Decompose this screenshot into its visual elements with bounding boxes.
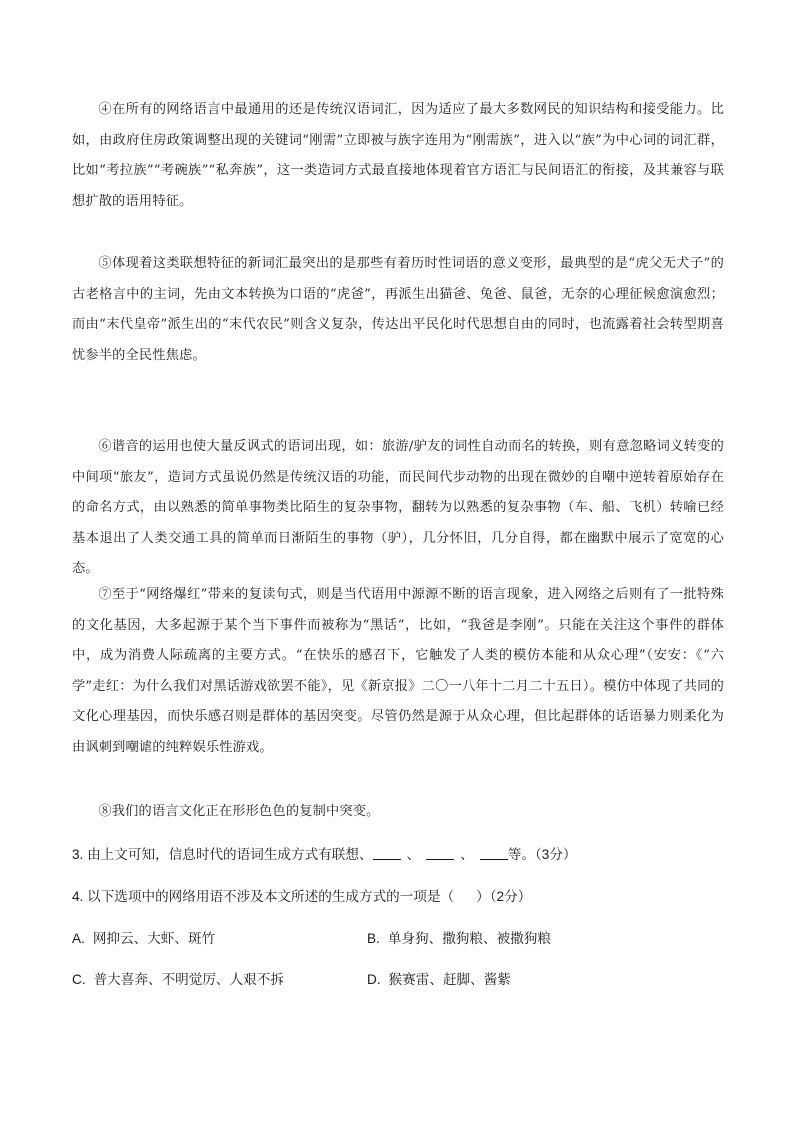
answer-blank-2[interactable]	[426, 845, 454, 860]
paragraph-8: ⑧我们的语言文化正在形形色色的复制中突变。	[98, 804, 380, 819]
answer-blank-1[interactable]	[373, 845, 401, 860]
option-letter: A.	[72, 931, 85, 946]
option-letter: D.	[367, 972, 381, 987]
question-4	[72, 887, 531, 907]
question-3-prefix: 3. 由上文可知，信息时代的语词生成方式有联想、	[72, 847, 373, 862]
question-3-suffix: 等。（3分）	[507, 847, 577, 862]
option-c[interactable]	[72, 970, 284, 990]
option-text: 猴赛雷、赶脚、酱紫	[388, 972, 511, 987]
paragraph-4: ④在所有的网络语言中最通用的还是传统汉语词汇，因为适应了最大多数网民的知识结构和接受能力。比如，由政府住房政策调整出现的关键词“刚需”立即被与族字连用为“刚需族”，进入以“族”为中心词的词汇群，比如“考拉族”“考碗族”“私奔族”，这一类造词方式最直接地体现着官方语汇与民间语汇的衔接，及其兼容与联想扩散的语用特征。	[72, 102, 724, 209]
question-3	[72, 845, 577, 865]
option-text: 网抑云、大虾、斑竹	[92, 931, 216, 946]
option-letter: C.	[72, 972, 86, 987]
paragraph-7: ⑦至于“网络爆红”带来的复读句式，则是当代语用中源源不断的语言现象，进入网络之后则有了一批特殊的文化基因，大多起源于某个当下事件而被称为“黑话”，比如，“我爸是李刚”。只能在关注这个事件的群体中，成为消费人际疏离的主要方式。“在快乐的感召下，它触发了人类的模仿本能和从众心理”（安安：《“六学”走红：为什么我们对黑话游戏欲罢不能》，见《新京报》二〇一八年十二月二十五日）。模仿中体现了共同的文化心理基因，而快乐感召则是群体的基因突变。尽管仍然是源于从众心理，但比起群体的话语暴力则柔化为由讽刺到嘲谑的纯粹娱乐性游戏。	[72, 587, 724, 755]
option-letter: B.	[367, 931, 380, 946]
separator: 、	[406, 847, 421, 862]
option-text: 单身狗、撒狗粮、被撒狗粮	[387, 931, 551, 946]
separator: 、	[460, 847, 474, 862]
question-4-prefix: 4. 以下选项中的网络用语不涉及本文所述的生成方式的一项是（	[72, 889, 455, 904]
option-a[interactable]	[72, 929, 215, 949]
option-text: 普大喜奔、不明觉厉、人艰不拆	[93, 972, 284, 987]
option-d[interactable]	[367, 970, 511, 990]
paragraph-6: ⑥谐音的运用也使大量反讽式的语词出现，如：旅游/驴友的词性自动而名的转换，则有意忽略词义转变的中间项“旅友”，造词方式虽说仍然是传统汉语的功能，而民间代步动物的出现在微妙的自嘲中逆转着原始存在的命名方式，由以熟悉的简单事物类比陌生的复杂事物，翻转为以熟悉的复杂事物（车、船、飞机）转喻已经基本退出了人类交通工具的简单而日渐陌生的事物（驴），几分怀旧，几分自得，都在幽默中展示了宽宽的心态。	[72, 439, 724, 576]
answer-blank-3[interactable]	[480, 845, 508, 860]
option-b[interactable]	[367, 929, 551, 949]
question-4-suffix: ）（2分）	[476, 889, 532, 904]
paragraph-5: ⑤体现着这类联想特征的新词汇最突出的是那些有着历时性词语的意义变形，最典型的是“虎父无犬子”的古老格言中的主词，先由文本转换为口语的“虎爸”，再派生出猫爸、兔爸、鼠爸，无奈的心理征候愈演愈烈；而由“末代皇帝”派生出的“末代农民”则含义复杂，传达出平民化时代思想自由的同时，也流露着社会转型期喜忧参半的全民性焦虑。	[72, 256, 724, 363]
